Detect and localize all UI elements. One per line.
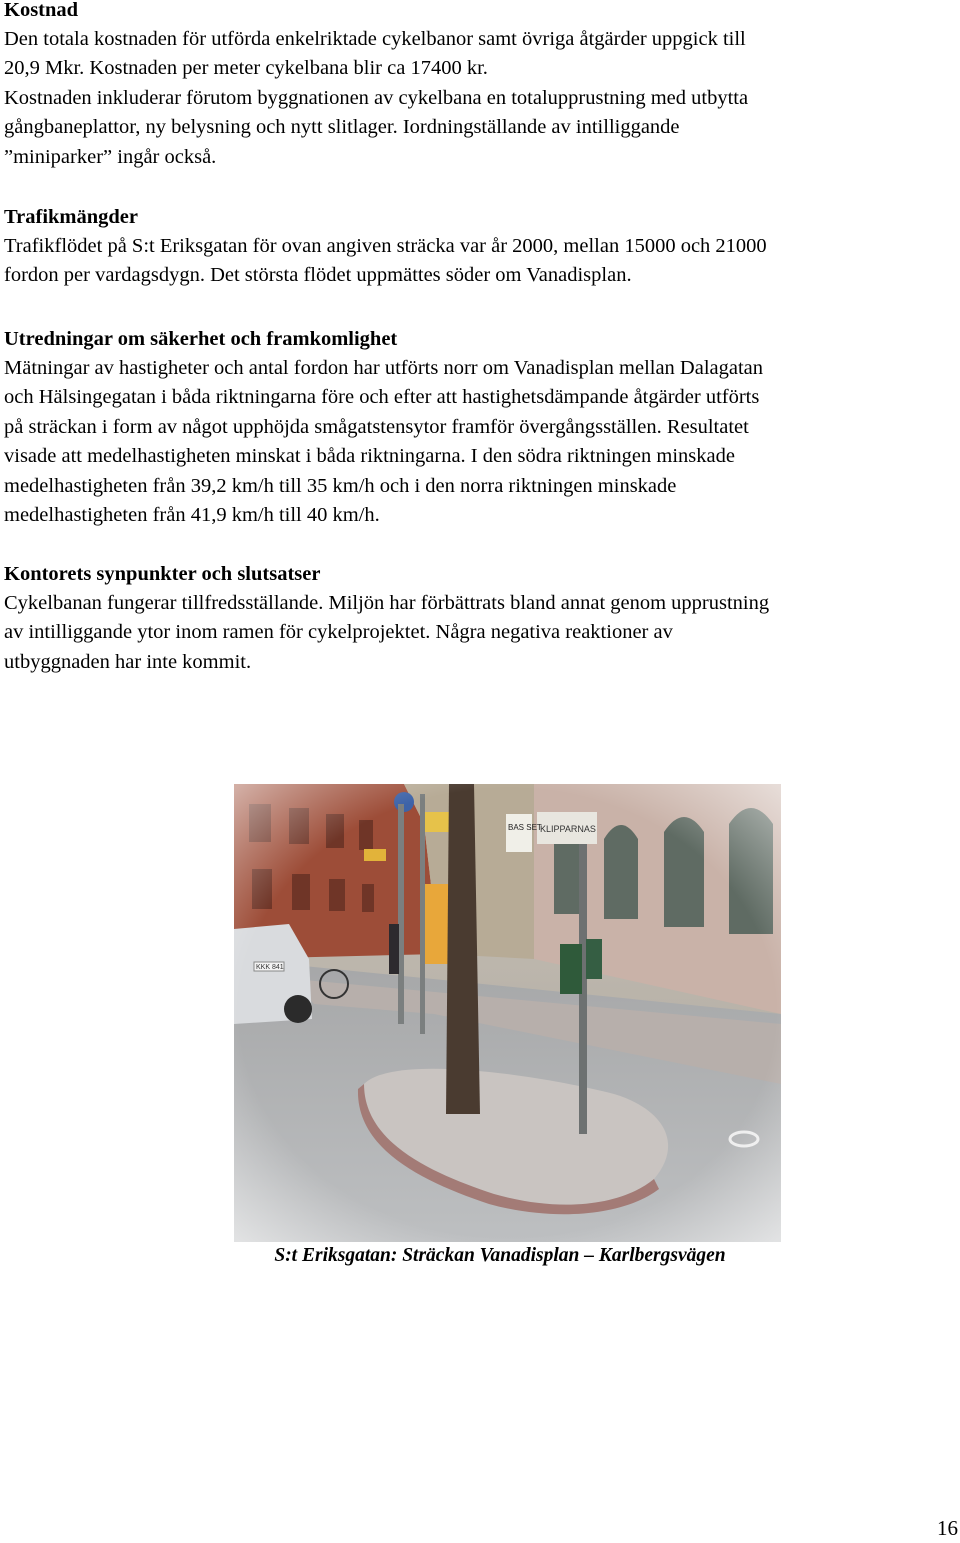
text-line: av intilliggande ytor inom ramen för cykelprojektet. Några negativa reaktioner av (4, 621, 673, 644)
section-utredningar (4, 325, 954, 530)
section-paragraph (4, 232, 954, 291)
photo-vignette (234, 784, 781, 1242)
page-number: 16 (937, 1516, 958, 1540)
text-line: gångbaneplattor, ny belysning och nytt slitlager. Iordningställande av intilliggande (4, 116, 680, 139)
text-line: Den totala kostnaden för utförda enkelriktade cykelbanor samt övriga åtgärder uppgick till (4, 28, 746, 50)
text-line: Mätningar av hastigheter och antal fordon har utförts norr om Vanadisplan mellan Dalagatan (4, 357, 764, 379)
text-line: fordon per vardagsdygn. Det största flödet uppmättes söder om Vanadisplan. (4, 264, 632, 287)
section-kostnad (4, 0, 954, 172)
text-line: ”miniparker” ingår också. (4, 145, 217, 168)
text-line: Trafikflödet på S:t Eriksgatan för ovan angiven sträcka var år 2000, mellan 15000 och 21000 (4, 235, 767, 257)
text-line: Kostnaden inkluderar förutom byggnationen av cykelbana en totalupprustning med utbytta (4, 86, 749, 109)
section-heading: Trafikmängder (4, 206, 139, 228)
section-heading: Kostnad (4, 0, 79, 21)
section-paragraph (4, 25, 954, 172)
street-photo-illustration (234, 784, 781, 1242)
text-line: och Hälsingegatan i båda riktningarna före och efter att hastighetsdämpande åtgärder utförts (4, 386, 760, 409)
section-paragraph (4, 354, 954, 530)
street-photo (234, 784, 781, 1242)
text-line: Cykelbanan fungerar tillfredsställande. Miljön har förbättrats bland annat genom upprustning (4, 592, 770, 614)
section-heading: Utredningar om säkerhet och framkomlighet (4, 328, 398, 350)
text-line: visade att medelhastigheten minskat i båda riktningarna. I den södra riktningen minskade (4, 445, 735, 468)
section-kontorets-synpunkter (4, 560, 954, 677)
section-paragraph (4, 589, 954, 677)
text-line: 20,9 Mkr. Kostnaden per meter cykelbana blir ca 17400 kr. (4, 57, 488, 80)
photo-caption: S:t Eriksgatan: Sträckan Vanadisplan – Karlbergsvägen (274, 1245, 726, 1266)
text-line: medelhastigheten från 39,2 km/h till 35 km/h och i den norra riktningen minskade (4, 474, 677, 497)
text-line: medelhastigheten från 41,9 km/h till 40 km/h. (4, 504, 380, 527)
section-trafikmangder (4, 203, 954, 291)
text-line: utbyggnaden har inte kommit. (4, 650, 252, 673)
text-line: på sträckan i form av något upphöjda smågatstensytor framför övergångsställen. Resultatet (4, 415, 749, 438)
section-heading: Kontorets synpunkter och slutsatser (4, 563, 321, 585)
